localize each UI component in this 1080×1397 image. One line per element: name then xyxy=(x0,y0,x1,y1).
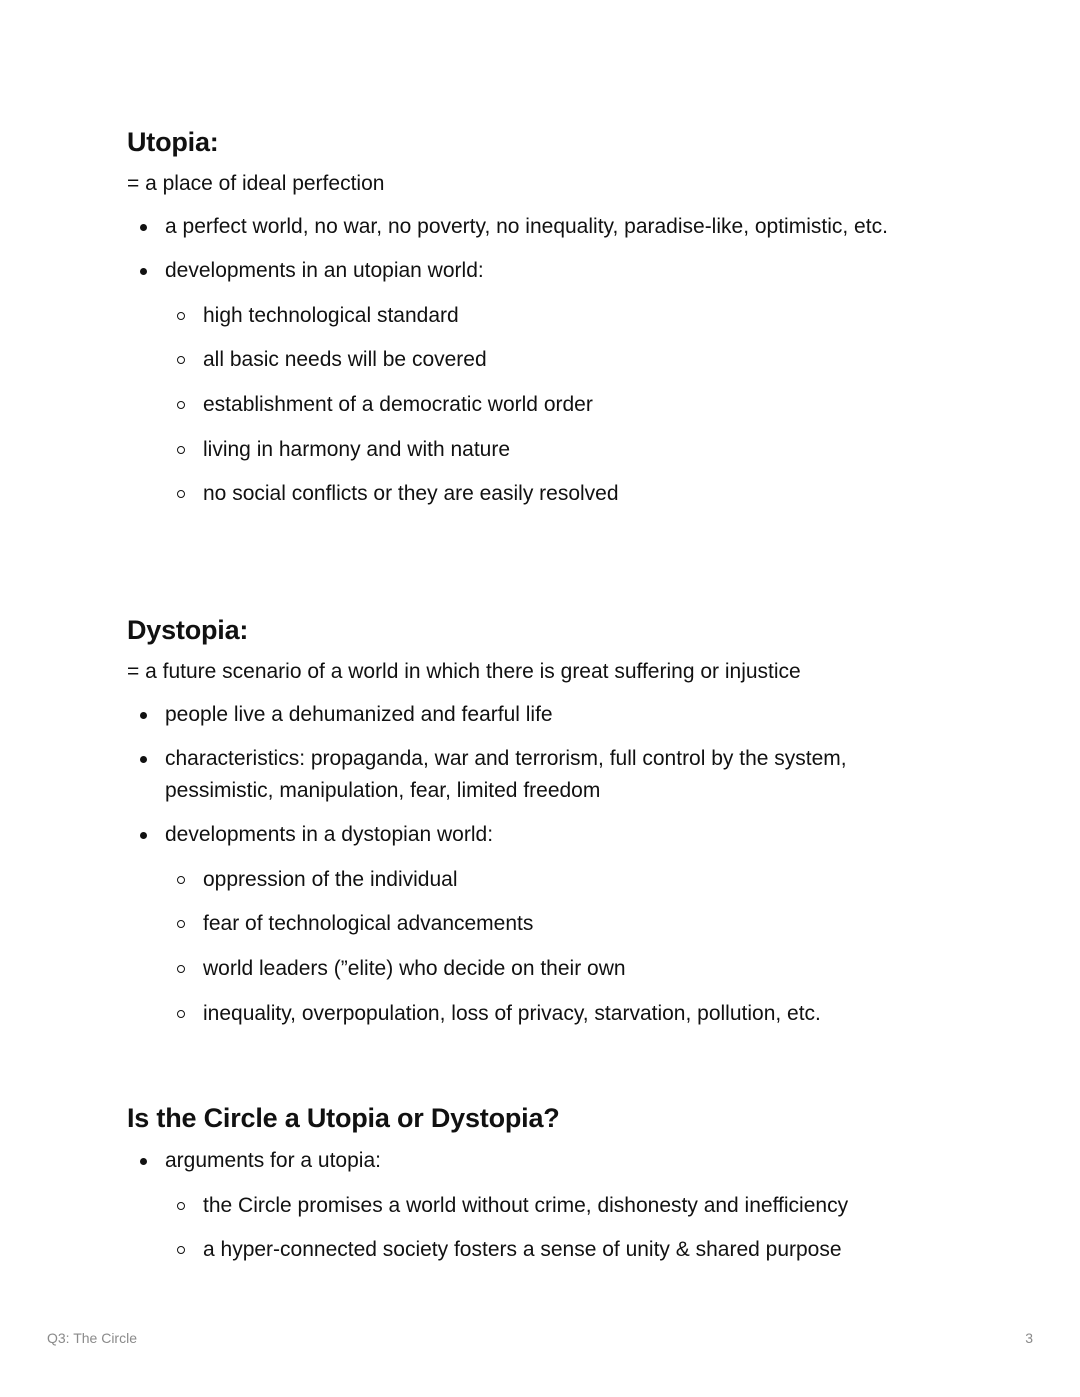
list-item-text: arguments for a utopia: xyxy=(165,1149,381,1172)
sub-list-item: a hyper-connected society fosters a sense of unity & shared purpose xyxy=(165,1234,927,1266)
bullet-list xyxy=(127,699,927,1030)
section-circle xyxy=(127,1102,927,1266)
sub-list-item: world leaders (”elite) who decide on their own xyxy=(165,953,927,985)
sub-list-item: oppression of the individual xyxy=(165,864,927,896)
section-dystopia xyxy=(127,614,927,1030)
list-item xyxy=(127,211,927,243)
definition-text: = a future scenario of a world in which there is great suffering or injustice xyxy=(127,660,801,683)
list-item-text: developments in a dystopian world: xyxy=(165,823,494,846)
list-item-text: people live a dehumanized and fearful life xyxy=(165,703,553,726)
sub-list-item: the Circle promises a world without crime, dishonesty and inefficiency xyxy=(165,1190,927,1222)
sub-bullet-list xyxy=(165,864,927,1030)
footer-document-title: Q3: The Circle xyxy=(47,1330,137,1346)
section-heading: Dystopia: xyxy=(127,615,249,645)
sub-list-item: fear of technological advancements xyxy=(165,908,927,940)
list-item-text: characteristics: propaganda, war and terrorism, full control by the system, pessimistic, manipulation, fear, limited freedom xyxy=(165,747,847,802)
definition-text: = a place of ideal perfection xyxy=(127,172,385,195)
sub-bullet-list xyxy=(165,1190,927,1267)
sub-list-item: establishment of a democratic world order xyxy=(165,389,927,421)
list-item-text: a perfect world, no war, no poverty, no inequality, paradise-like, optimistic, etc. xyxy=(165,215,888,238)
sub-list-item: living in harmony and with nature xyxy=(165,434,927,466)
section-heading: Is the Circle a Utopia or Dystopia? xyxy=(127,1103,560,1133)
section-utopia xyxy=(127,126,927,510)
sub-bullet-list xyxy=(165,300,927,511)
sub-list-item: no social conflicts or they are easily resolved xyxy=(165,478,927,510)
list-item xyxy=(127,1145,927,1266)
sub-list-item: inequality, overpopulation, loss of privacy, starvation, pollution, etc. xyxy=(165,998,927,1030)
list-item xyxy=(127,819,927,1030)
footer-page-number: 3 xyxy=(1025,1330,1033,1346)
list-item xyxy=(127,255,927,510)
list-item xyxy=(127,699,927,731)
bullet-list xyxy=(127,211,927,510)
sub-list-item: all basic needs will be covered xyxy=(165,344,927,376)
list-item-text: developments in an utopian world: xyxy=(165,259,484,282)
section-heading: Utopia: xyxy=(127,127,219,157)
list-item xyxy=(127,743,927,807)
bullet-list xyxy=(127,1145,927,1266)
sub-list-item: high technological standard xyxy=(165,300,927,332)
